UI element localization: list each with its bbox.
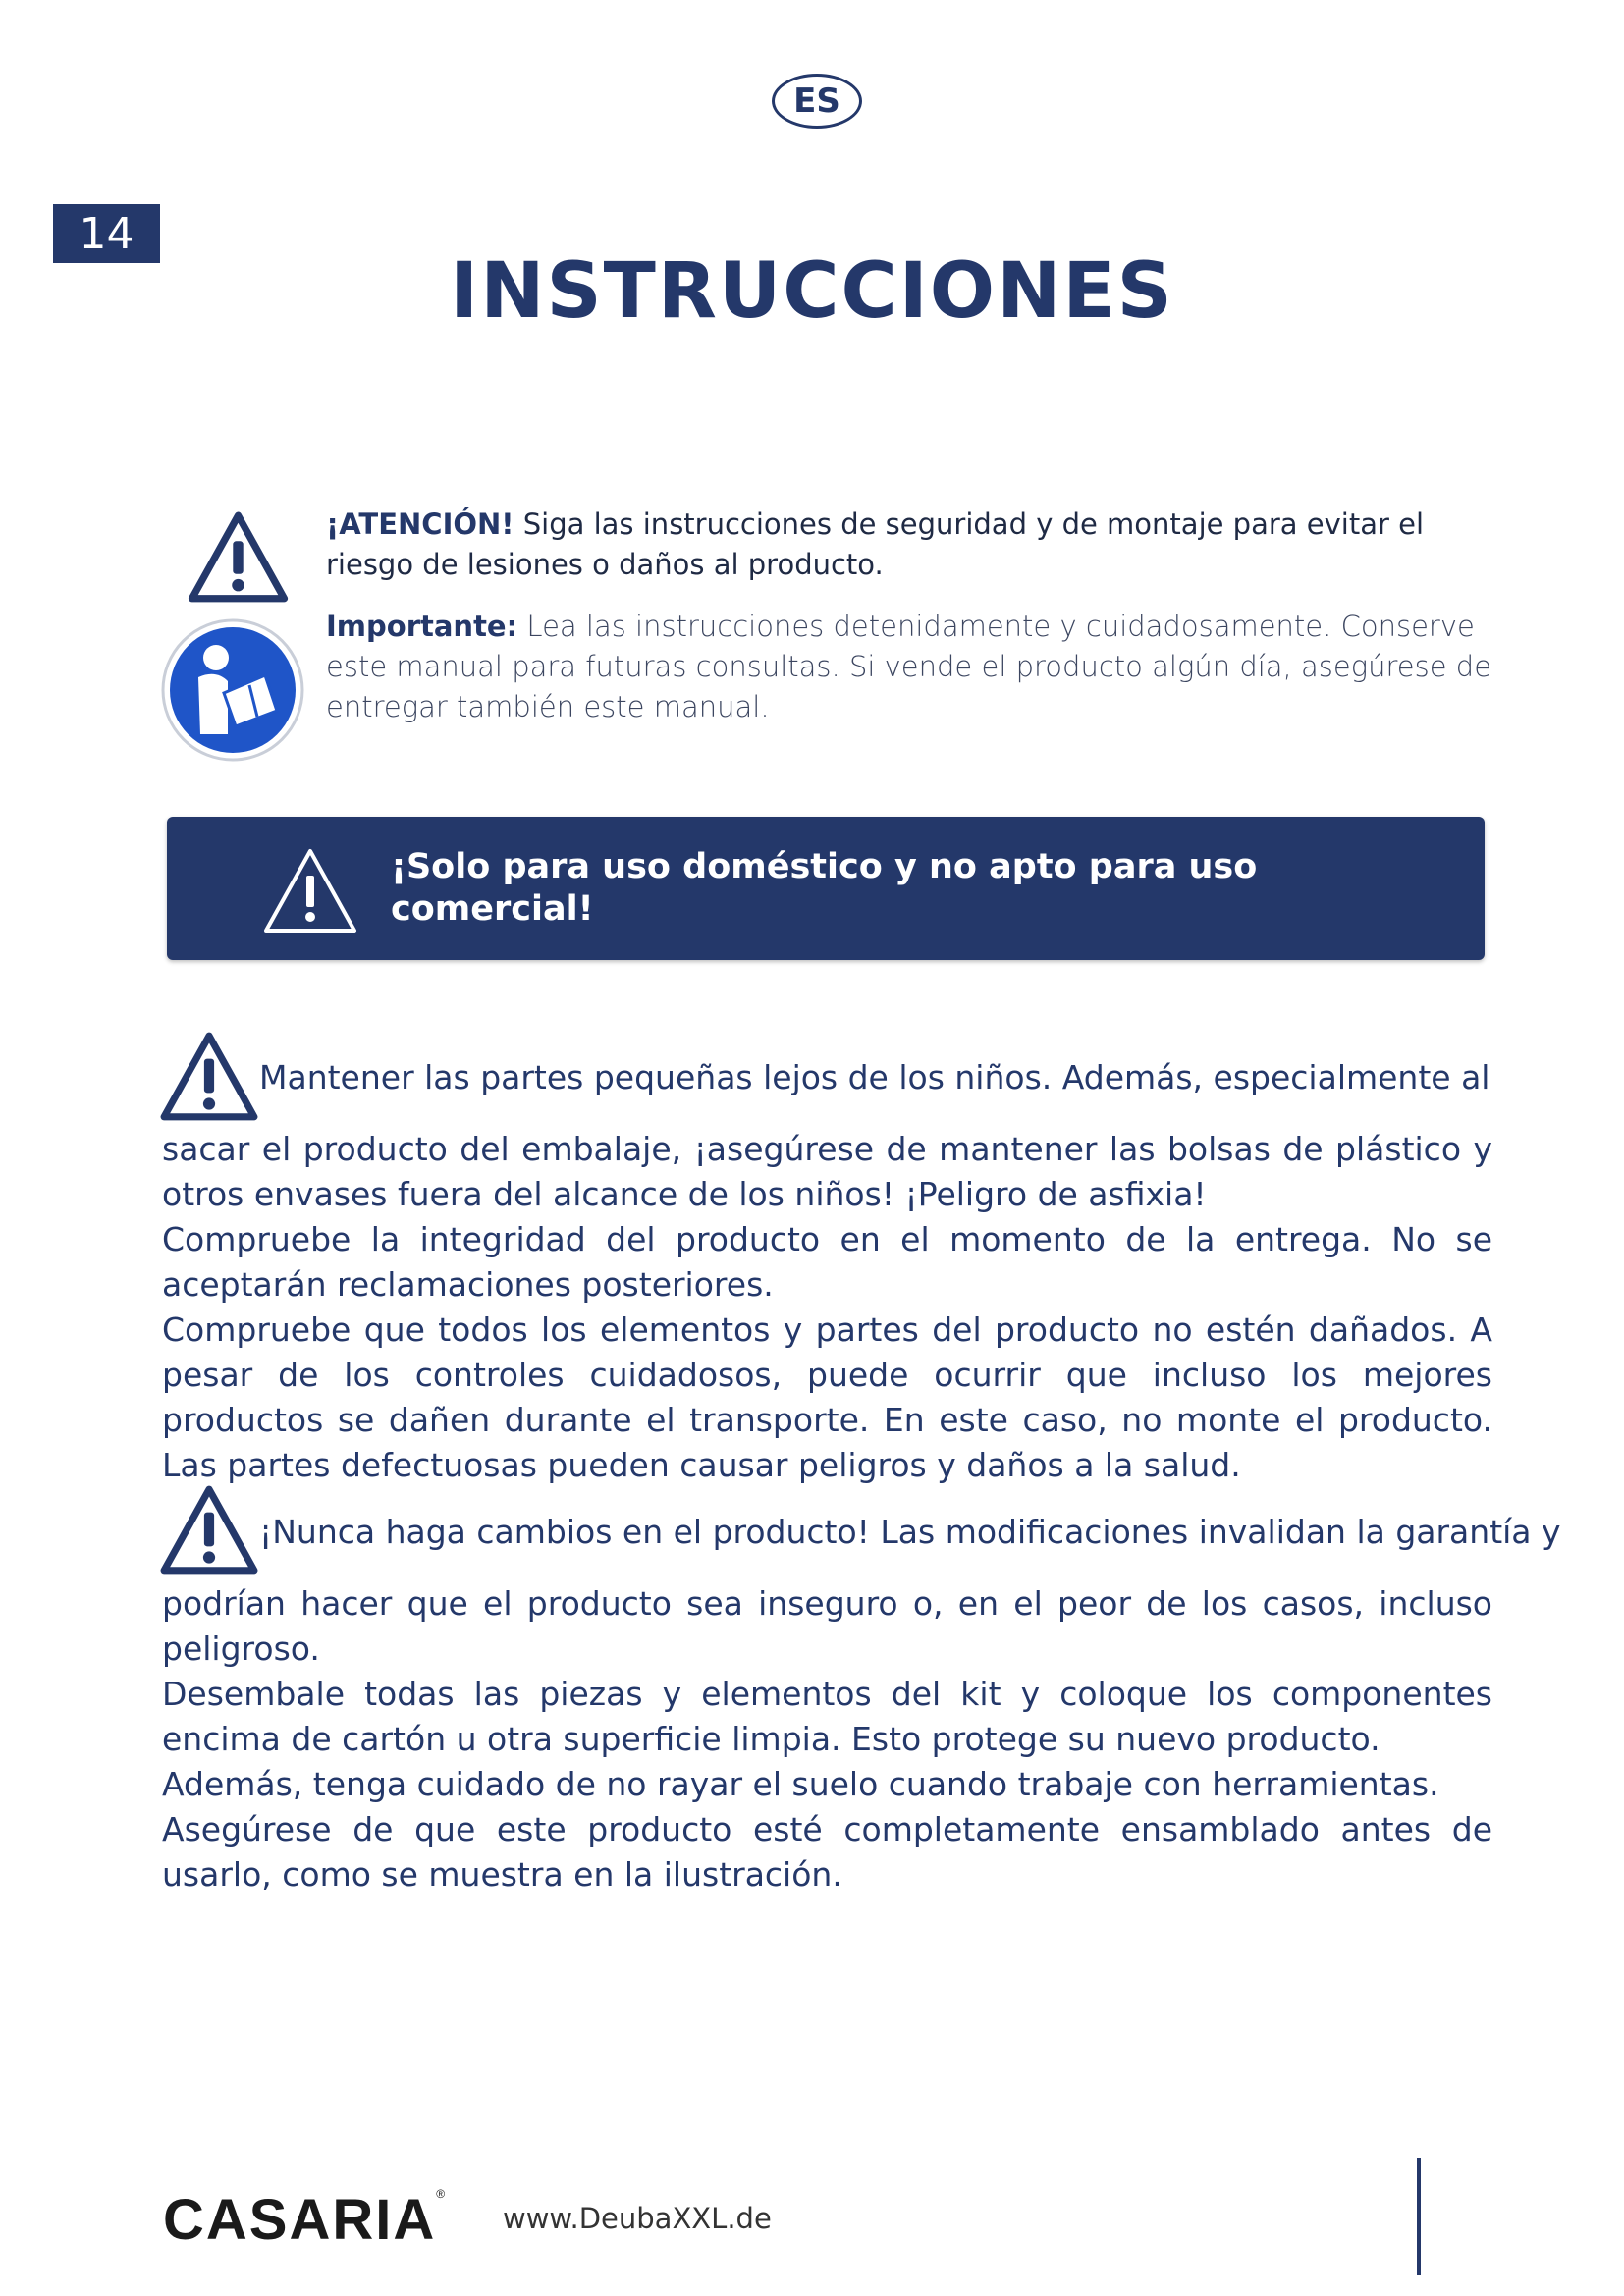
warning1-text: sacar el producto del embalaje, ¡asegúrese de mantener las bolsas de plástico y otros envases fuera del alcance de los niños! ¡Peligro de asfixia! (162, 1130, 1492, 1213)
footer-divider (1417, 2158, 1421, 2275)
floor-paragraph: Además, tenga cuidado de no rayar el suelo cuando trabaje con herramientas. (162, 1765, 1439, 1803)
warning-triangle-icon (261, 846, 359, 936)
important-notice (326, 607, 1504, 727)
warning2-text: podrían hacer que el producto sea inseguro o, en el peor de los casos, incluso peligroso. (162, 1584, 1492, 1668)
warning1-first-line: Mantener las partes pequeñas lejos de los niños. Además, especialmente al (259, 1058, 1490, 1096)
important-label: Importante: (326, 610, 518, 643)
warning1-section (162, 1127, 1492, 1488)
attention-notice (326, 505, 1504, 585)
attention-label: ¡ATENCIÓN! (326, 507, 514, 541)
warning-triangle-icon (159, 1484, 259, 1576)
warning2-section (162, 1581, 1492, 1897)
page-number: 14 (53, 204, 160, 263)
warning2-first-line: ¡Nunca haga cambios en el producto! Las modificaciones invalidan la garantía y (259, 1513, 1561, 1551)
assembled-paragraph: Asegúrese de que este producto esté completamente ensamblado antes de usarlo, como se muestra en la ilustración. (162, 1810, 1492, 1894)
registered-mark: ® (436, 2187, 448, 2201)
attention-text: Siga las instrucciones de seguridad y de montaje para evitar el riesgo de lesiones o daños al producto. (326, 507, 1425, 581)
logo-text: CASARIA (163, 2188, 437, 2252)
brand-logo (163, 2187, 447, 2253)
website-link[interactable]: www.DeubaXXL.de (503, 2202, 772, 2235)
language-badge: ES (772, 74, 862, 129)
read-manual-icon (159, 616, 306, 764)
integrity-paragraph: Compruebe la integridad del producto en el momento de la entrega. No se aceptarán reclamaciones posteriores. (162, 1220, 1492, 1304)
page-title: INSTRUCCIONES (450, 247, 1174, 336)
unpack-paragraph: Desembale todas las piezas y elementos del kit y coloque los componentes encima de cartón u otra superficie limpia. Esto protege su nuevo producto. (162, 1675, 1492, 1758)
important-text: Lea las instrucciones detenidamente y cuidadosamente. Conserve este manual para futuras consultas. Si vende el producto algún día, asegúrese de entregar también este manual. (326, 610, 1492, 723)
damage-paragraph: Compruebe que todos los elementos y partes del producto no estén dañados. A pesar de los controles cuidadosos, puede ocurrir que incluso los mejores productos se dañen durante el transporte. En este caso, no monte el producto. Las partes defectuosas pueden causar peligros y daños a la salud. (162, 1310, 1492, 1484)
warning-triangle-icon (187, 510, 290, 605)
banner-text: ¡Solo para uso doméstico y no apto para uso comercial! (391, 847, 1258, 929)
domestic-use-banner (167, 817, 1485, 960)
warning-triangle-icon (159, 1031, 259, 1123)
